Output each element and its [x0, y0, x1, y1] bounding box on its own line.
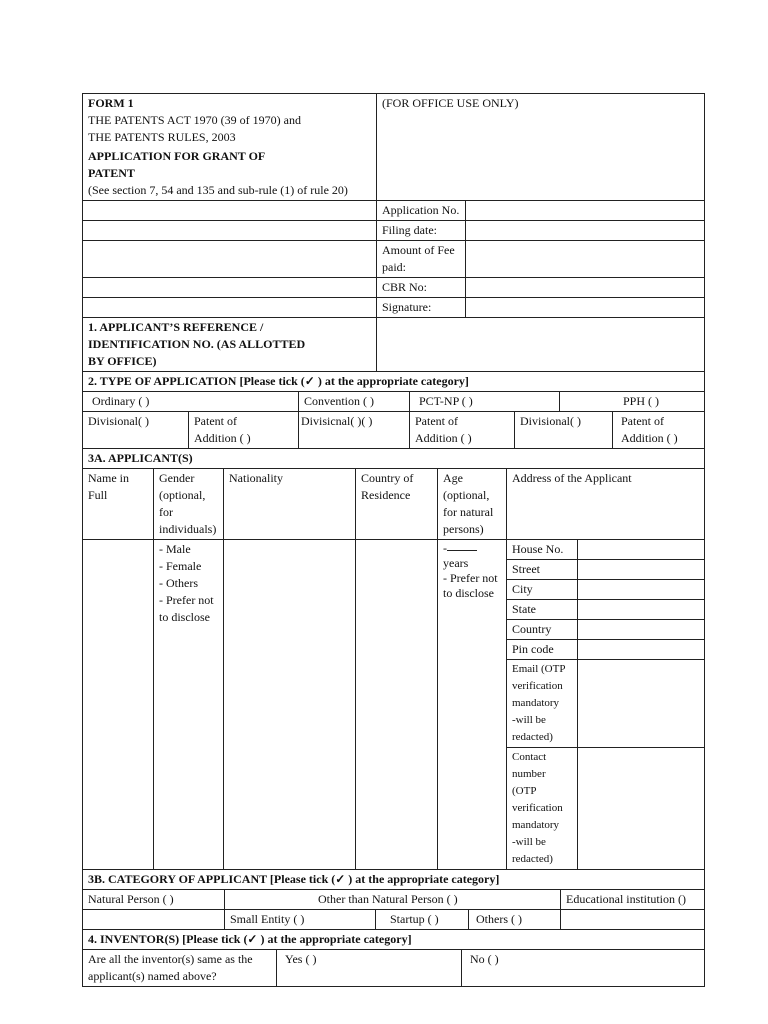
section1-reference-field[interactable]: [377, 318, 705, 372]
country-field[interactable]: [578, 620, 705, 640]
convention-option[interactable]: Convention ( ): [299, 392, 410, 412]
form-number: FORM 1: [88, 96, 134, 110]
blank-left-row5: [83, 298, 377, 318]
nationality-field[interactable]: [224, 540, 356, 870]
others-option[interactable]: Others ( ): [469, 910, 561, 930]
gender-prefer-not-line1: - Prefer not: [159, 593, 214, 607]
gender-options-cell[interactable]: [154, 540, 224, 870]
col-address-header: Address of the Applicant: [507, 469, 705, 540]
office-use-cell: [377, 94, 705, 201]
contact-label-line2: number: [512, 768, 546, 780]
patent-addition-3-line2: Addition ( ): [621, 431, 678, 445]
col-age-line1: Age: [443, 471, 463, 485]
pph-option[interactable]: PPH ( ): [560, 392, 705, 412]
pin-code-label: Pin code: [507, 640, 578, 660]
category-blank: [83, 910, 225, 930]
email-label-line2: verification: [512, 680, 563, 692]
patent-addition-option-1[interactable]: [189, 412, 299, 449]
state-field[interactable]: [578, 600, 705, 620]
small-entity-option[interactable]: Small Entity ( ): [225, 910, 376, 930]
contact-label-line7: redacted): [512, 853, 553, 865]
age-blank[interactable]: [443, 541, 501, 556]
application-no-field[interactable]: [466, 201, 705, 221]
patent-addition-2-line2: Addition ( ): [415, 431, 472, 445]
country-residence-field[interactable]: [356, 540, 438, 870]
act-line: THE PATENTS ACT 1970 (39 of 1970) and: [88, 113, 301, 127]
patent-addition-3-line1: Patent of: [621, 414, 664, 428]
col-country-header: [356, 469, 438, 540]
col-gender-line3: for: [159, 505, 173, 519]
age-years-label: years: [443, 556, 469, 570]
email-label-line5: redacted): [512, 731, 553, 743]
patent-addition-option-3[interactable]: [613, 412, 705, 449]
col-age-line2: (optional,: [443, 488, 490, 502]
cbr-field[interactable]: [466, 278, 705, 298]
application-title-line1: APPLICATION FOR GRANT OF: [88, 149, 266, 163]
header-table: [82, 93, 705, 372]
email-field[interactable]: [578, 660, 705, 748]
application-title-line2: PATENT: [88, 166, 135, 180]
col-gender-header: [154, 469, 224, 540]
section3a-table: [82, 448, 705, 870]
contact-label-line6: -will be: [512, 836, 546, 848]
blank-left-row2: [83, 221, 377, 241]
section1-reference-cell: [83, 318, 377, 372]
application-no-label: Application No.: [377, 201, 466, 221]
fee-field[interactable]: [466, 241, 705, 278]
blank-left-row3: [83, 241, 377, 278]
signature-field[interactable]: [466, 298, 705, 318]
section4-table: [82, 929, 705, 987]
section2-table: [82, 371, 705, 449]
col-name-line2: Full: [88, 488, 108, 502]
form-header-cell: [83, 94, 377, 201]
patent-form-1: [82, 93, 704, 987]
patent-addition-option-2[interactable]: [410, 412, 515, 449]
col-name-line1: Name in: [88, 471, 129, 485]
col-gender-line2: (optional,: [159, 488, 206, 502]
inventor-question-line1: Are all the inventor(s) same as the: [88, 952, 253, 966]
col-country-line1: Country of: [361, 471, 414, 485]
section3a-title: 3A. APPLICANT(S): [83, 449, 705, 469]
city-label: City: [507, 580, 578, 600]
email-label-line3: mandatory: [512, 697, 560, 709]
pin-code-field[interactable]: [578, 640, 705, 660]
col-gender-line4: individuals): [159, 522, 217, 536]
cbr-label: CBR No:: [377, 278, 466, 298]
age-cell[interactable]: [438, 540, 507, 870]
educational-institution-option[interactable]: Educational institution (): [561, 890, 705, 910]
col-age-header: [438, 469, 507, 540]
gender-female: - Female: [159, 559, 202, 573]
section3b-title: 3B. CATEGORY OF APPLICANT [Please tick (✓ ) at the appropriate category]: [83, 870, 705, 890]
email-label-line4: -will be: [512, 714, 546, 726]
section1-line3: BY OFFICE): [88, 354, 157, 368]
patent-addition-1-line2: Addition ( ): [194, 431, 251, 445]
age-prefer-not-line1: - Prefer not: [443, 571, 498, 585]
section1-line1: 1. APPLICANT’S REFERENCE /: [88, 320, 264, 334]
contact-label-line3: (OTP: [512, 785, 537, 797]
section1-line2: IDENTIFICATION NO. (AS ALLOTTED: [88, 337, 306, 351]
signature-label: Signature:: [377, 298, 466, 318]
gender-others: - Others: [159, 576, 198, 590]
contact-label-line1: Contact: [512, 751, 547, 763]
divisional-option-3[interactable]: Divisional( ): [515, 412, 613, 449]
col-gender-line1: Gender: [159, 471, 195, 485]
filing-date-field[interactable]: [466, 221, 705, 241]
col-age-line4: persons): [443, 522, 484, 536]
city-field[interactable]: [578, 580, 705, 600]
rules-line: THE PATENTS RULES, 2003: [88, 130, 236, 144]
gender-prefer-not-line2: to disclose: [159, 610, 210, 624]
divisional-option-2[interactable]: Divisicnal( )( ): [299, 412, 410, 449]
ordinary-option[interactable]: Ordinary ( ): [83, 392, 299, 412]
col-name-header: [83, 469, 154, 540]
natural-person-option[interactable]: Natural Person ( ): [83, 890, 225, 910]
age-dash: -: [443, 541, 447, 555]
section2-title: 2. TYPE OF APPLICATION [Please tick (✓ ) at the appropriate category]: [83, 372, 705, 392]
state-label: State: [507, 600, 578, 620]
inventor-question-cell: [83, 950, 277, 987]
divisional-option-1[interactable]: Divisional( ): [83, 412, 189, 449]
patent-addition-1-line1: Patent of: [194, 414, 237, 428]
inventor-no-option[interactable]: No ( ): [462, 950, 705, 987]
age-prefer-not-line2: to disclose: [443, 586, 494, 600]
fee-label-cell: [377, 241, 466, 278]
col-country-line2: Residence: [361, 488, 411, 502]
category-blank-right: [561, 910, 705, 930]
contact-label-cell: [507, 748, 578, 870]
contact-field[interactable]: [578, 748, 705, 870]
blank-left-row1: [83, 201, 377, 221]
inventor-yes-option[interactable]: Yes ( ): [277, 950, 462, 987]
fee-label-line1: Amount of Fee: [382, 243, 455, 257]
country-label: Country: [507, 620, 578, 640]
street-label: Street: [507, 560, 578, 580]
pctnp-option[interactable]: PCT-NP ( ): [410, 392, 560, 412]
patent-addition-2-line1: Patent of: [415, 414, 458, 428]
other-than-natural-option[interactable]: Other than Natural Person ( ): [225, 890, 561, 910]
blank-left-row4: [83, 278, 377, 298]
email-label-cell: [507, 660, 578, 748]
house-no-field[interactable]: [578, 540, 705, 560]
name-field[interactable]: [83, 540, 154, 870]
filing-date-label: Filing date:: [377, 221, 466, 241]
col-age-line3: for natural: [443, 505, 494, 519]
office-use-label: (FOR OFFICE USE ONLY): [382, 96, 519, 110]
contact-label-line5: mandatory: [512, 819, 560, 831]
col-nationality-header: Nationality: [224, 469, 356, 540]
house-no-label: House No.: [507, 540, 578, 560]
inventor-question-line2: applicant(s) named above?: [88, 969, 217, 983]
section4-title: 4. INVENTOR(S) [Please tick (✓ ) at the appropriate category]: [83, 930, 705, 950]
age-underline: [447, 541, 477, 551]
email-label-line1: Email (OTP: [512, 663, 566, 675]
see-section-line: (See section 7, 54 and 135 and sub-rule (1) of rule 20): [88, 183, 348, 197]
startup-option[interactable]: Startup ( ): [376, 910, 469, 930]
fee-label-line2: paid:: [382, 260, 406, 274]
section3b-table: [82, 869, 705, 930]
contact-label-line4: verification: [512, 802, 563, 814]
street-field[interactable]: [578, 560, 705, 580]
gender-male: - Male: [159, 542, 191, 556]
